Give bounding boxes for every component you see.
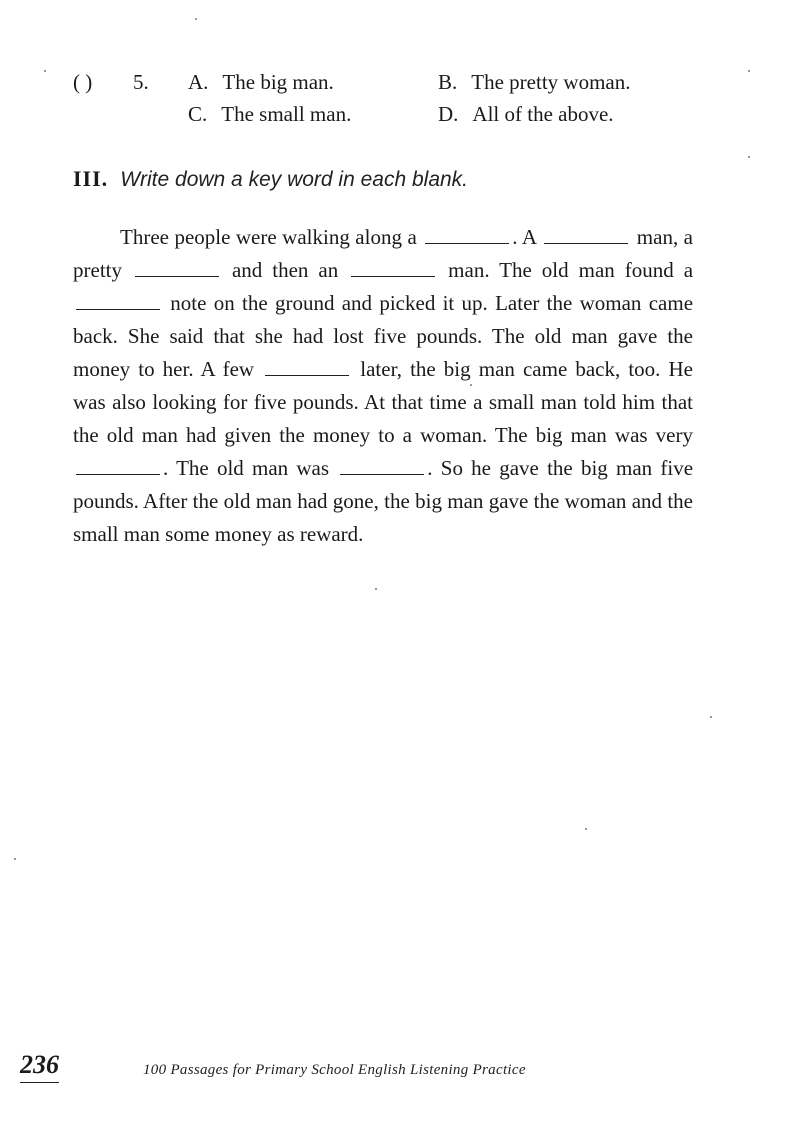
- scan-speck: [375, 588, 377, 590]
- passage-text: note on the ground and picked it up. Later the woman came back. She said that she had lost five pounds. The old man gave the money to her. A few: [73, 291, 694, 381]
- answer-parentheses[interactable]: ( ): [73, 70, 93, 94]
- scan-speck: [14, 858, 16, 860]
- section-title: Write down a key word in each blank.: [120, 168, 469, 191]
- passage: [73, 221, 693, 551]
- scan-speck: [748, 156, 750, 158]
- passage-text: later, the big man came back, too. He was also looking for five pounds. At that time a small man told him that the old man had given the money to a woman. The big man was very: [73, 357, 693, 447]
- scan-speck: [470, 384, 472, 386]
- scan-speck: [748, 70, 750, 72]
- blank-3[interactable]: [135, 256, 219, 277]
- option-c-letter: C.: [188, 102, 208, 126]
- blank-1[interactable]: [425, 223, 509, 244]
- option-d-letter: D.: [438, 102, 459, 126]
- scan-speck: [710, 716, 712, 718]
- passage-text: man, a pretty: [73, 225, 694, 282]
- passage-text: . A: [512, 225, 536, 249]
- section-heading: [73, 166, 468, 192]
- scan-speck: [44, 70, 46, 72]
- passage-text: and then an: [231, 258, 339, 282]
- book-title: 100 Passages for Primary School English Listening Practice: [143, 1062, 526, 1078]
- option-c-text: The small man.: [221, 102, 352, 126]
- blank-8[interactable]: [340, 454, 424, 475]
- passage-text: Three people were walking along a: [120, 225, 417, 249]
- blank-2[interactable]: [544, 223, 628, 244]
- blank-4[interactable]: [351, 256, 435, 277]
- option-c[interactable]: [188, 98, 351, 130]
- passage-text: . So he gave the big man five pounds. After the old man had gone, the big man gave the woman and the small man some money as reward.: [73, 456, 694, 546]
- question-number: 5.: [133, 70, 149, 94]
- blank-6[interactable]: [265, 355, 349, 376]
- option-d-text: All of the above.: [472, 102, 614, 126]
- option-d[interactable]: [438, 98, 614, 130]
- passage-text: . The old man was: [163, 456, 330, 480]
- option-a-letter: A.: [188, 70, 209, 94]
- scan-speck: [585, 828, 587, 830]
- page-number: 236: [20, 1050, 59, 1083]
- section-number: III.: [73, 166, 109, 191]
- passage-text: man. The old man found a: [448, 258, 694, 282]
- option-a[interactable]: [188, 66, 334, 98]
- scan-speck: [195, 18, 197, 20]
- option-b[interactable]: [438, 66, 630, 98]
- blank-7[interactable]: [76, 454, 160, 475]
- option-b-text: The pretty woman.: [471, 70, 631, 94]
- option-b-letter: B.: [438, 70, 458, 94]
- blank-5[interactable]: [76, 289, 160, 310]
- option-a-text: The big man.: [222, 70, 334, 94]
